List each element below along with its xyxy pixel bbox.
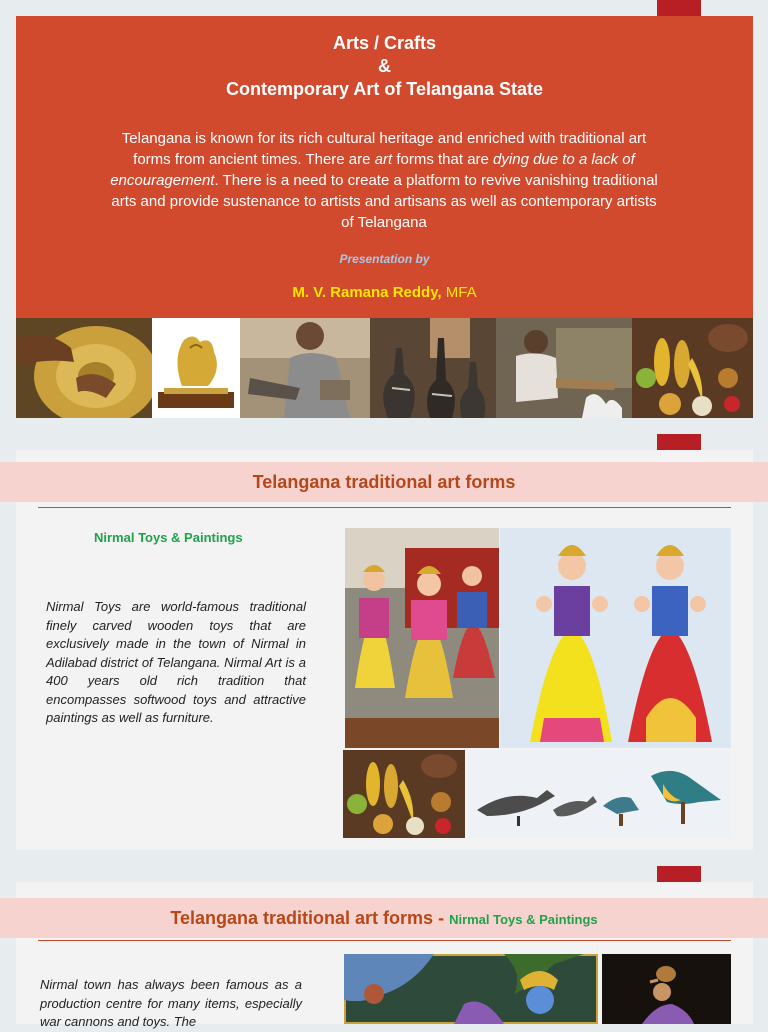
brass-peacock-photo (152, 318, 240, 418)
slide-header-title: Telangana traditional art forms (252, 472, 516, 492)
title-line-2: & (378, 56, 391, 76)
slide-header-subtitle: Nirmal Toys & Paintings (449, 912, 598, 927)
slide-header-title: Telangana traditional art forms (170, 908, 434, 928)
nirmal-history-text: Nirmal town has always been famous as a production centre for many items, especially war cannons and toys. The (40, 977, 302, 1029)
slide-nirmal-history (16, 882, 753, 1029)
wooden-fruits-photo (632, 318, 753, 418)
village-woman-painting-photo (602, 954, 731, 1024)
title-line-3: Contemporary Art of Telangana State (225, 79, 544, 99)
author-credit: M. V. Ramana Reddy, MFA (292, 284, 477, 301)
brass-plate-photo (16, 318, 152, 418)
woodcarver-photo (496, 318, 632, 418)
slide-marker-tab (657, 0, 701, 16)
header-divider (38, 940, 731, 941)
craft-photo-strip (16, 318, 753, 418)
intro-paragraph: Telangana is known for its rich cultural heritage and enriched with traditional art forms from ancient times. There are art forms that are dying due to a lack of encouragement. There is a need to create a platform to revive vanishing traditional arts and provide sustenance to artists and artisans as well as contemporary artists of Telangana (110, 130, 658, 231)
krishna-painting-photo (344, 954, 598, 1024)
slide-header-band (0, 462, 768, 502)
slide-marker-tab (657, 434, 701, 450)
slide-marker-tab (657, 866, 701, 882)
title-banner (16, 16, 753, 318)
artisan-engraving-photo (240, 318, 370, 418)
wooden-birds-photo (467, 750, 731, 838)
slide-header-band: Telangana traditional art forms - Nirmal Toys & Paintings (0, 898, 768, 938)
bidri-vases-photo (370, 318, 496, 418)
title-line-1: Arts / Crafts (332, 33, 437, 53)
presentation-by-label: Presentation by (339, 252, 430, 266)
slide-title (16, 16, 753, 418)
nirmal-dancer-dolls-photo (500, 528, 731, 748)
nirmal-dolls-shelf-photo (345, 528, 499, 748)
wooden-fruits-toys-photo (343, 750, 465, 838)
header-divider (38, 507, 731, 508)
nirmal-description: Nirmal Toys are world-famous traditional finely carved wooden toys that are exclusively made in the town of Nirmal in Adilabad district of Telangana. Nirmal Art is a 400 years old rich tradition that encompasses softwood toys and attractive paintings as well as furniture. (46, 599, 306, 725)
slide-nirmal-intro (16, 450, 753, 850)
section-subheading: Nirmal Toys & Paintings (94, 530, 243, 545)
